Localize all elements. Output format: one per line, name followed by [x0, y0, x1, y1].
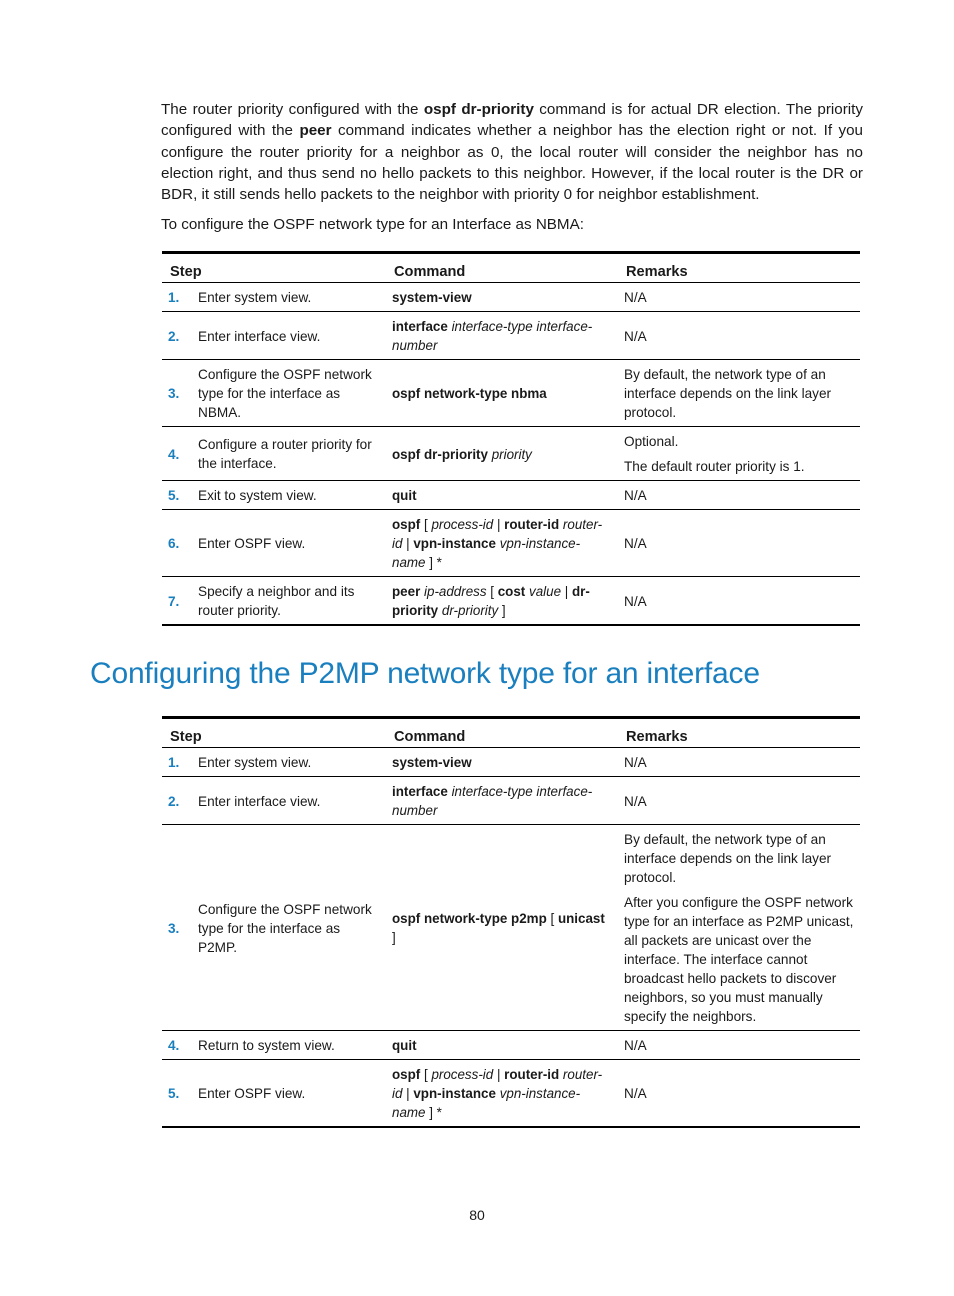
command-cell	[386, 360, 618, 427]
command-syntax: |	[493, 517, 505, 532]
step-number: 4.	[162, 1031, 192, 1060]
remarks-cell	[618, 1031, 860, 1060]
step-description: Enter interface view.	[192, 312, 386, 360]
table-row	[162, 1060, 860, 1128]
command-cell	[386, 748, 618, 777]
command-syntax: [	[486, 584, 498, 599]
remark-text: N/A	[624, 1086, 647, 1101]
command-syntax: [	[420, 517, 432, 532]
remark-text: After you configure the OSPF network type for an interface as P2MP unicast, all packets are unicast over the interface. The interface cannot broadcast hello packets to discover neighbors, so you must manually specify the neighbors.	[624, 895, 854, 1024]
command-keyword: ospf network-type p2mp	[392, 911, 547, 926]
command-syntax: [	[420, 1067, 432, 1082]
remarks-cell	[618, 283, 860, 312]
command-syntax: |	[402, 536, 414, 551]
step-description: Enter OSPF view.	[192, 1060, 386, 1128]
command-cell	[386, 283, 618, 312]
table-row	[162, 481, 860, 510]
step-number: 4.	[162, 427, 192, 481]
table-row	[162, 510, 860, 577]
step-description: Exit to system view.	[192, 481, 386, 510]
nbma-lead-in: To configure the OSPF network type for an Interface as NBMA:	[161, 216, 584, 233]
command-keyword: vpn-instance	[413, 1086, 496, 1101]
table-row	[162, 777, 860, 825]
command-cell	[386, 825, 618, 1031]
command-cell	[386, 577, 618, 626]
step-number: 1.	[162, 283, 192, 312]
command-argument: interface-type interface-number	[392, 784, 593, 818]
command-argument: ip-address	[424, 584, 487, 599]
command-cell	[386, 777, 618, 825]
remarks-cell	[618, 748, 860, 777]
table-row	[162, 360, 860, 427]
command-argument: process-id	[431, 517, 494, 532]
table-row	[162, 427, 860, 481]
table-row	[162, 283, 860, 312]
remark-text: By default, the network type of an interface depends on the link layer protocol.	[624, 367, 832, 420]
command-keyword: quit	[392, 1038, 417, 1053]
command-header: Command	[386, 718, 618, 748]
remarks-header: Remarks	[618, 718, 860, 748]
command-argument: router-id	[392, 517, 603, 551]
command-keyword: quit	[392, 488, 417, 503]
page-number: 80	[469, 1207, 485, 1223]
command-keyword: unicast	[557, 911, 605, 926]
command-argument: value	[529, 584, 562, 599]
command-syntax: |	[493, 1067, 505, 1082]
nbma-steps-table	[162, 251, 860, 626]
command-keyword: system-view	[392, 290, 472, 305]
table-header-row	[162, 253, 860, 283]
remarks-cell	[618, 777, 860, 825]
command-argument: router-id	[392, 1067, 603, 1101]
command-keyword: ospf dr-priority	[392, 446, 488, 462]
command-argument: process-id	[431, 1067, 494, 1082]
command-keyword: peer	[299, 122, 332, 140]
step-description: Configure the OSPF network type for the interface as P2MP.	[192, 825, 386, 1031]
command-argument: interface-type interface-number	[392, 319, 593, 353]
step-number: 2.	[162, 312, 192, 360]
command-cell	[386, 510, 618, 577]
command-keyword: system-view	[392, 755, 472, 770]
step-description: Enter system view.	[192, 748, 386, 777]
table-row	[162, 748, 860, 777]
step-number: 3.	[162, 825, 192, 1031]
command-syntax: [	[546, 911, 558, 926]
section-heading: Configuring the P2MP network type for an interface	[90, 657, 760, 690]
command-keyword: interface	[392, 319, 448, 334]
table-row	[162, 577, 860, 626]
table-header-row	[162, 718, 860, 748]
command-syntax: ] *	[425, 1105, 442, 1120]
remark-text: N/A	[624, 536, 647, 551]
remarks-cell	[618, 825, 860, 1031]
remarks-cell	[618, 360, 860, 427]
step-description: Enter OSPF view.	[192, 510, 386, 577]
command-header: Command	[386, 253, 618, 283]
step-description: Enter interface view.	[192, 777, 386, 825]
remark-text: N/A	[624, 488, 647, 503]
intro-paragraph	[161, 99, 863, 205]
step-number: 2.	[162, 777, 192, 825]
command-keyword: router-id	[504, 1067, 560, 1082]
nbma-steps-body	[162, 283, 860, 626]
remark-text: N/A	[624, 755, 647, 770]
remarks-cell	[618, 312, 860, 360]
command-syntax: |	[402, 1086, 414, 1101]
remark-text: N/A	[624, 290, 647, 305]
command-keyword: dr-priority	[392, 584, 590, 618]
remark-text: N/A	[624, 1038, 647, 1053]
command-cell	[386, 1060, 618, 1128]
command-cell	[386, 427, 618, 481]
command-keyword: router-id	[504, 517, 560, 532]
remark-text: N/A	[624, 793, 647, 809]
step-number: 5.	[162, 481, 192, 510]
remarks-cell	[618, 510, 860, 577]
command-argument: vpn-instance-name	[392, 1086, 581, 1120]
step-header: Step	[162, 253, 386, 283]
command-syntax: ]	[392, 930, 396, 945]
table-row	[162, 1031, 860, 1060]
remarks-cell	[618, 1060, 860, 1128]
command-syntax: |	[561, 584, 572, 599]
remarks-header: Remarks	[618, 253, 860, 283]
command-keyword: ospf network-type nbma	[392, 386, 547, 401]
command-syntax: ]	[498, 603, 506, 618]
command-keyword: peer	[392, 584, 421, 599]
remarks-cell	[618, 427, 860, 481]
step-number: 3.	[162, 360, 192, 427]
command-argument: dr-priority	[441, 603, 499, 618]
command-syntax: ] *	[425, 555, 442, 570]
command-keyword: vpn-instance	[413, 536, 496, 551]
p2mp-steps-body	[162, 748, 860, 1128]
remarks-cell	[618, 577, 860, 626]
p2mp-steps-table	[162, 716, 860, 1128]
step-header: Step	[162, 718, 386, 748]
table-row	[162, 825, 860, 1031]
step-description: Configure a router priority for the interface.	[192, 427, 386, 481]
step-number: 6.	[162, 510, 192, 577]
remarks-cell	[618, 481, 860, 510]
command-keyword: cost	[497, 584, 526, 599]
command-keyword: ospf dr-priority	[423, 101, 534, 118]
remark-text: N/A	[624, 328, 647, 344]
intro-text: command is for actual DR election. The priority configured with the	[161, 101, 863, 140]
command-argument: vpn-instance-name	[392, 536, 581, 570]
remark-text: By default, the network type of an interface depends on the link layer protocol.	[624, 832, 832, 885]
remark-text: The default router priority is 1.	[624, 459, 805, 474]
step-description: Return to system view.	[192, 1031, 386, 1060]
intro-text: The router priority configured with the	[161, 101, 424, 118]
command-cell	[386, 481, 618, 510]
command-keyword: ospf	[392, 517, 421, 532]
table-row	[162, 312, 860, 360]
command-cell	[386, 1031, 618, 1060]
step-number: 5.	[162, 1060, 192, 1128]
remark-text: Optional.	[624, 434, 679, 449]
step-description: Enter system view.	[192, 283, 386, 312]
command-cell	[386, 312, 618, 360]
step-number: 1.	[162, 748, 192, 777]
step-number: 7.	[162, 577, 192, 626]
step-description: Configure the OSPF network type for the interface as NBMA.	[192, 360, 386, 427]
command-keyword: ospf	[392, 1067, 421, 1082]
intro-text: command indicates whether a neighbor has the election right or not. If you configure the router priority for a neighbor as 0, the local router will consider the neighbor has no election right, and thus send no hello packets to this neighbor. However, if the local router is the DR or BDR, it still sends hello packets to the neighbor with priority 0 for neighbor establishment.	[161, 122, 863, 204]
command-keyword: interface	[392, 784, 448, 799]
step-description: Specify a neighbor and its router priority.	[192, 577, 386, 626]
command-argument: priority	[491, 446, 532, 462]
remark-text: N/A	[624, 593, 647, 609]
